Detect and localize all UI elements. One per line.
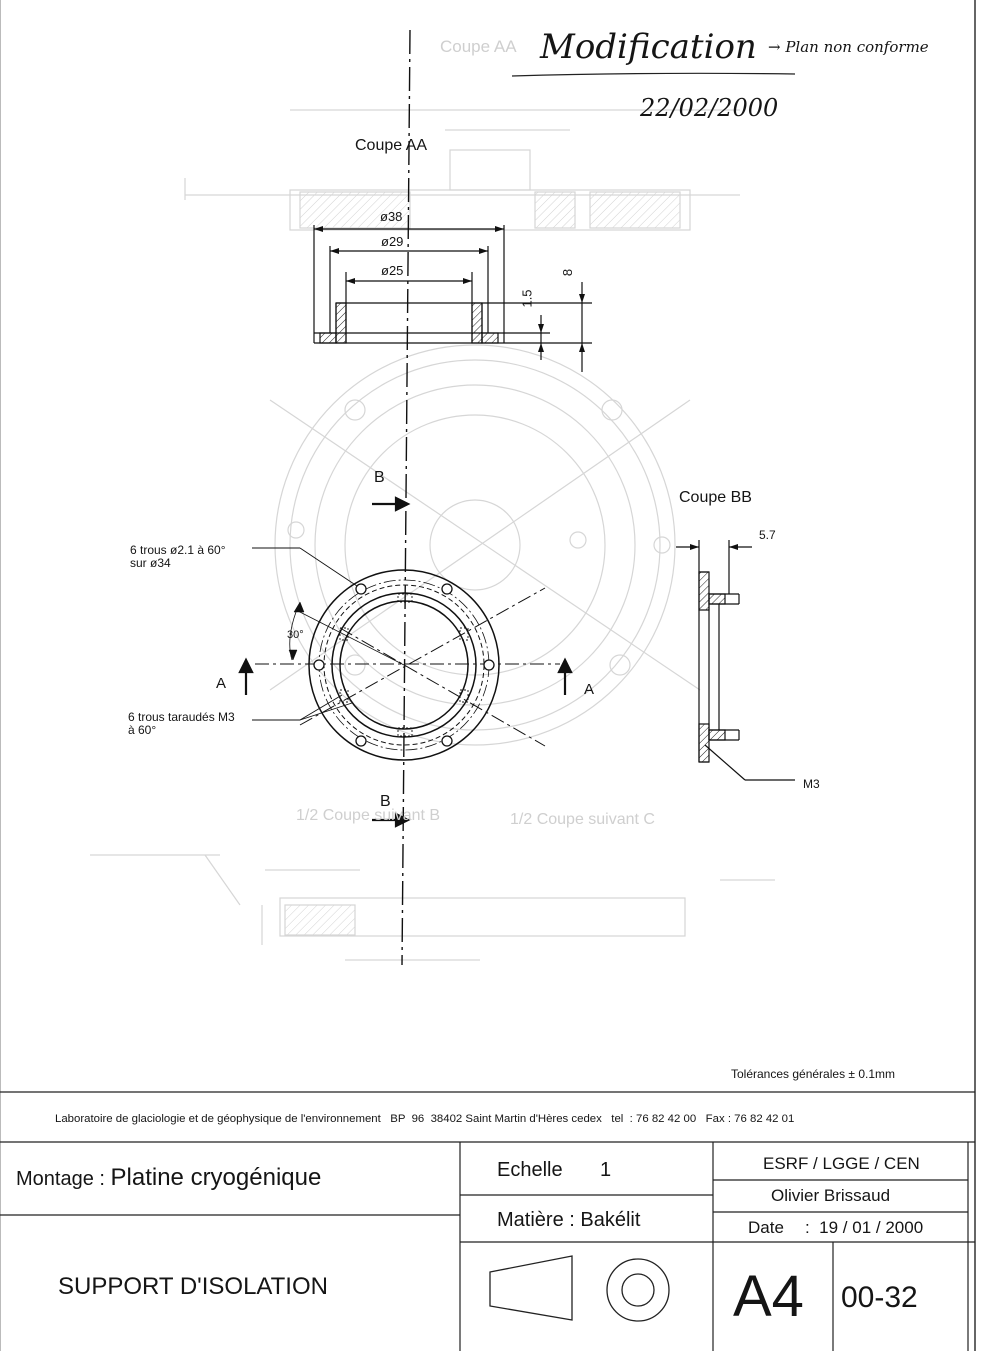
author: Olivier Brissaud [771, 1186, 891, 1205]
vertical-centerline [402, 30, 410, 965]
date-value: : 19 / 01 / 2000 [805, 1218, 924, 1237]
ghost-coupe-aa: Coupe AA [440, 37, 517, 56]
paper-format: A4 [733, 1264, 804, 1329]
dimension-d29: ø29 [381, 234, 404, 249]
date-label: Date [748, 1218, 784, 1237]
cut-label-b-top: B [374, 469, 385, 486]
section-aa-view [314, 225, 592, 372]
section-bb-view [676, 540, 795, 780]
dimension-d38: ø38 [380, 209, 403, 224]
montage-prefix: Montage : [16, 1168, 111, 1190]
scale-value: 1 [600, 1159, 612, 1181]
cut-label-a-left: A [216, 675, 227, 692]
tapped-holes-callout: 6 trous taraudés M3 à 60° [128, 710, 235, 738]
holes-callout: 6 trous ø2.1 à 60° sur ø34 [130, 543, 226, 571]
part-name: SUPPORT D'ISOLATION [58, 1273, 328, 1300]
annotation-date: 22/02/2000 [640, 94, 779, 122]
dimension-height-1-5: 1.5 [519, 289, 535, 308]
ghost-half-section-b: 1/2 Coupe suivant B [296, 807, 441, 824]
ghost-half-section-c: 1/2 Coupe suivant C [510, 811, 655, 828]
dimension-d25: ø25 [381, 263, 404, 278]
montage-value: Platine cryogénique [110, 1164, 322, 1191]
cut-label-b-bottom: B [380, 793, 391, 810]
projection-symbol [490, 1256, 669, 1321]
angle-label: 30° [287, 629, 304, 641]
organization: ESRF / LGGE / CEN [763, 1154, 920, 1173]
montage-field [16, 1166, 321, 1190]
modification-annotation: Modification [540, 27, 757, 67]
section-bb-arrowheads [690, 544, 738, 550]
annotation-underline [512, 73, 795, 76]
drawing-number: 00-32 [841, 1281, 918, 1314]
tolerance-note: Tolérances générales ± 0.1mm [731, 1067, 895, 1081]
thread-label-m3: M3 [803, 777, 820, 791]
section-aa-title: Coupe AA [355, 137, 428, 154]
non-conformity-note: → Plan non conforme [768, 38, 929, 56]
dimension-height-8: 8 [560, 268, 576, 277]
cut-label-a-right: A [584, 681, 595, 698]
dimension-5-7: 5.7 [759, 528, 776, 542]
scale-label: Echelle [497, 1159, 563, 1181]
material-field: Matière : Bakélit [497, 1209, 641, 1231]
section-bb-title: Coupe BB [679, 489, 752, 506]
show-through-drawing [90, 110, 775, 960]
lab-address-line: Laboratoire de glaciologie et de géophysique de l'environnement BP 96 38402 Saint Martin d'Hères cedex tel : 76 82 42 00 Fax : 76 82 42 01 [55, 1113, 795, 1125]
